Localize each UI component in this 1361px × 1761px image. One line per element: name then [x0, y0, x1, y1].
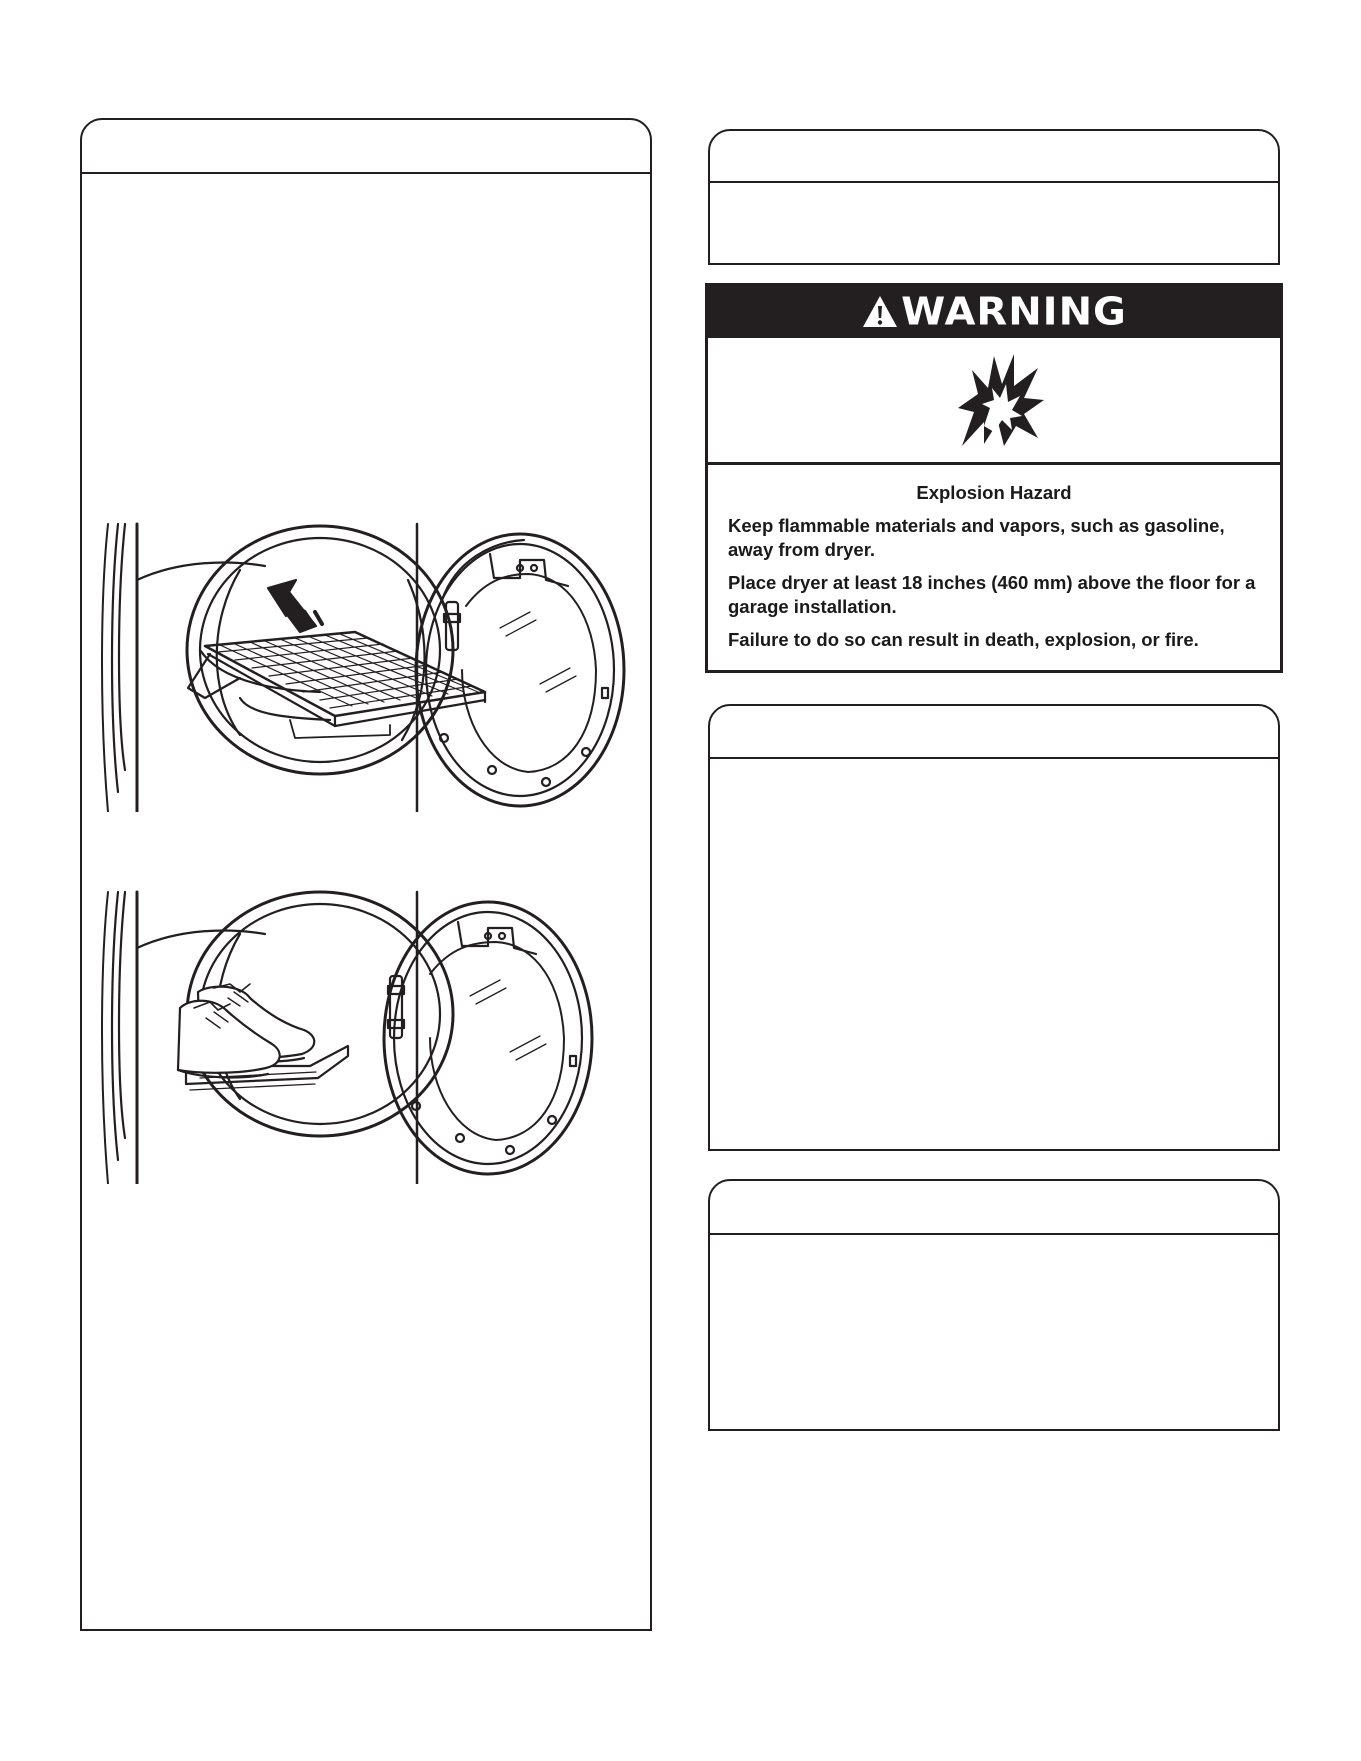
explosion-warning-panel	[705, 283, 1283, 673]
info-section-1	[708, 129, 1280, 265]
warning-title: WARNING	[901, 290, 1127, 334]
section-header	[710, 706, 1278, 759]
info-section-2	[708, 704, 1280, 1151]
rack-insert-illustration	[90, 520, 630, 812]
drying-rack-section	[80, 118, 652, 1631]
warning-line: Keep flammable materials and vapors, such as gasoline, away from dryer.	[728, 515, 1225, 561]
explosion-icon	[954, 350, 1046, 455]
alert-triangle-icon	[861, 294, 899, 330]
info-section-3	[708, 1179, 1280, 1431]
rack-with-shoes-illustration	[90, 888, 630, 1184]
section-header	[82, 120, 650, 174]
warning-header	[708, 286, 1280, 338]
section-header	[710, 131, 1278, 183]
warning-body	[708, 465, 1280, 652]
warning-line: Failure to do so can result in death, explosion, or fire.	[728, 629, 1199, 651]
warning-line: Place dryer at least 18 inches (460 mm) above the floor for a garage installation.	[728, 572, 1256, 618]
warning-symbol-row	[708, 338, 1280, 465]
hazard-title: Explosion Hazard	[916, 482, 1072, 503]
section-header	[710, 1181, 1278, 1235]
